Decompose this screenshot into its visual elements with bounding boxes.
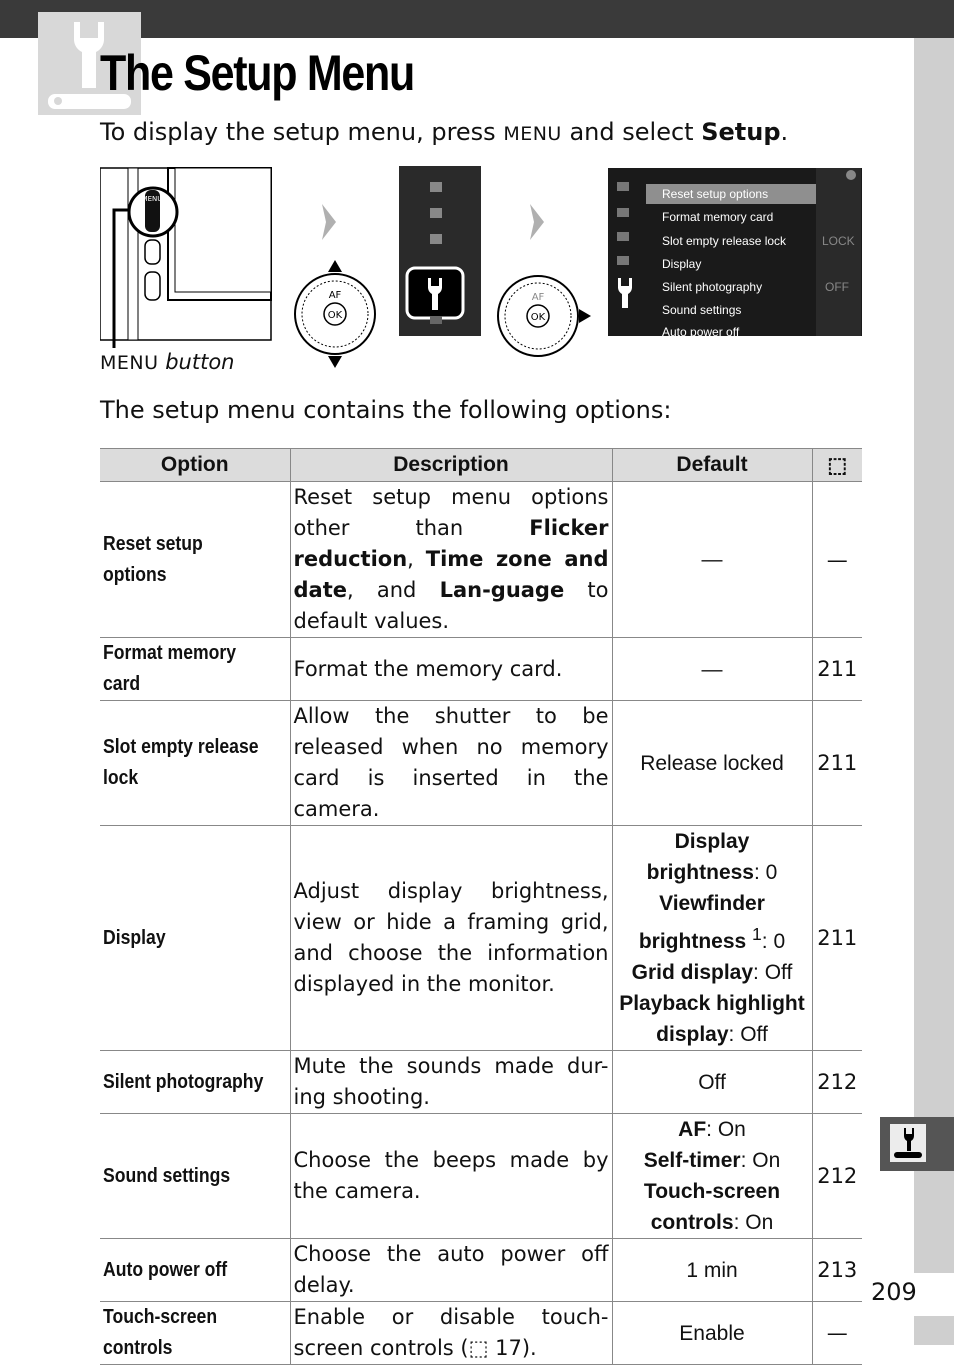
camera-menu-tabs [399,166,481,336]
page-number: 209 [871,1278,917,1306]
svg-text:Silent photography: Silent photography [662,280,763,294]
header-page-icon: ⬚ [812,449,862,482]
header-default: Default [612,449,812,482]
svg-text:AF: AF [328,290,342,301]
camera-setup-menu-screen [608,168,862,339]
camera-back-illustration [100,168,271,348]
option-default: Enable [612,1302,812,1365]
header-option: Option [100,449,290,482]
table-row [100,1114,862,1239]
option-page: — [812,482,862,638]
svg-text:OK: OK [327,310,343,321]
table-row [100,1051,862,1114]
table-header-row [100,449,862,482]
option-default: — [612,638,812,701]
svg-text:AF: AF [531,292,545,303]
option-page: 211 [812,701,862,826]
option-default: 1 min [612,1239,812,1302]
option-page: 211 [812,826,862,1051]
intro-text: To display the setup menu, press MENU and select Setup. [100,118,789,146]
page-title: The Setup Menu [100,45,414,101]
table-row [100,638,862,701]
option-default: AF: On Self-timer: On Touch-screen controls: On [612,1114,812,1239]
right-margin-strip [914,38,954,1273]
table-row [100,826,862,1051]
option-page: 212 [812,1114,862,1239]
option-page: 213 [812,1239,862,1302]
multi-selector-dial-left [295,260,375,368]
svg-text:OFF: OFF [825,280,849,294]
svg-text:Format memory card: Format memory card [662,210,774,224]
option-name: Sound settings [100,1114,290,1239]
setup-menu-illustration [100,166,862,378]
option-default: Off [612,1051,812,1114]
option-description: Reset setup menu options other than Flicker reduction, Time zone and date, and Lan-guage to default values. [290,482,612,638]
option-description: Mute the sounds made dur-ing shooting. [290,1051,612,1114]
option-description: Choose the auto power off delay. [290,1239,612,1302]
svg-text:LOCK: LOCK [822,234,855,248]
table-row [100,1239,862,1302]
option-default: Display brightness: 0 Viewfinder brightness $^1$: 0 Grid display: Off Playback highlight display: Off [612,826,812,1051]
menu-button-caption: MENU button [100,350,235,374]
svg-text:Sound settings: Sound settings [662,303,742,317]
svg-text:Auto power off: Auto power off [662,325,740,339]
wrench-tab-icon [890,1124,926,1162]
option-name: Display [100,826,290,1051]
option-name: Format memory card [100,638,290,701]
right-margin-strip-bottom [914,1316,954,1345]
lead-text: The setup menu contains the following options: [100,396,672,424]
menu-button-glyph: MENU [503,123,562,145]
svg-text:Reset setup options: Reset setup options [662,187,769,201]
setup-options-table [100,448,862,1365]
option-description: Enable or disable touch-screen controls (⬚ 17). [290,1302,612,1365]
top-bar [0,0,954,38]
option-name: Reset setup options [100,482,290,638]
table-row [100,1302,862,1365]
svg-text:Slot empty release lock: Slot empty release lock [662,234,787,248]
svg-text:Display: Display [662,257,702,271]
option-page: — [812,1302,862,1365]
option-name: Slot empty release lock [100,701,290,826]
option-name: Touch-screen controls [100,1302,290,1365]
option-description: Adjust display brightness, view or hide a framing grid, and choose the information displayed in the monitor. [290,826,612,1051]
table-row [100,482,862,638]
option-description: Format the memory card. [290,638,612,701]
option-name: Silent photography [100,1051,290,1114]
option-name: Auto power off [100,1239,290,1302]
option-page: 211 [812,638,862,701]
table-row [100,701,862,826]
svg-text:OK: OK [530,312,546,323]
header-description: Description [290,449,612,482]
option-description: Allow the shutter to be released when no memory card is inserted in the camera. [290,701,612,826]
option-default: Release locked [612,701,812,826]
svg-text:MENU: MENU [141,195,163,203]
option-description: Choose the beeps made by the camera. [290,1114,612,1239]
option-default: — [612,482,812,638]
multi-selector-dial-right [498,276,591,356]
option-page: 212 [812,1051,862,1114]
